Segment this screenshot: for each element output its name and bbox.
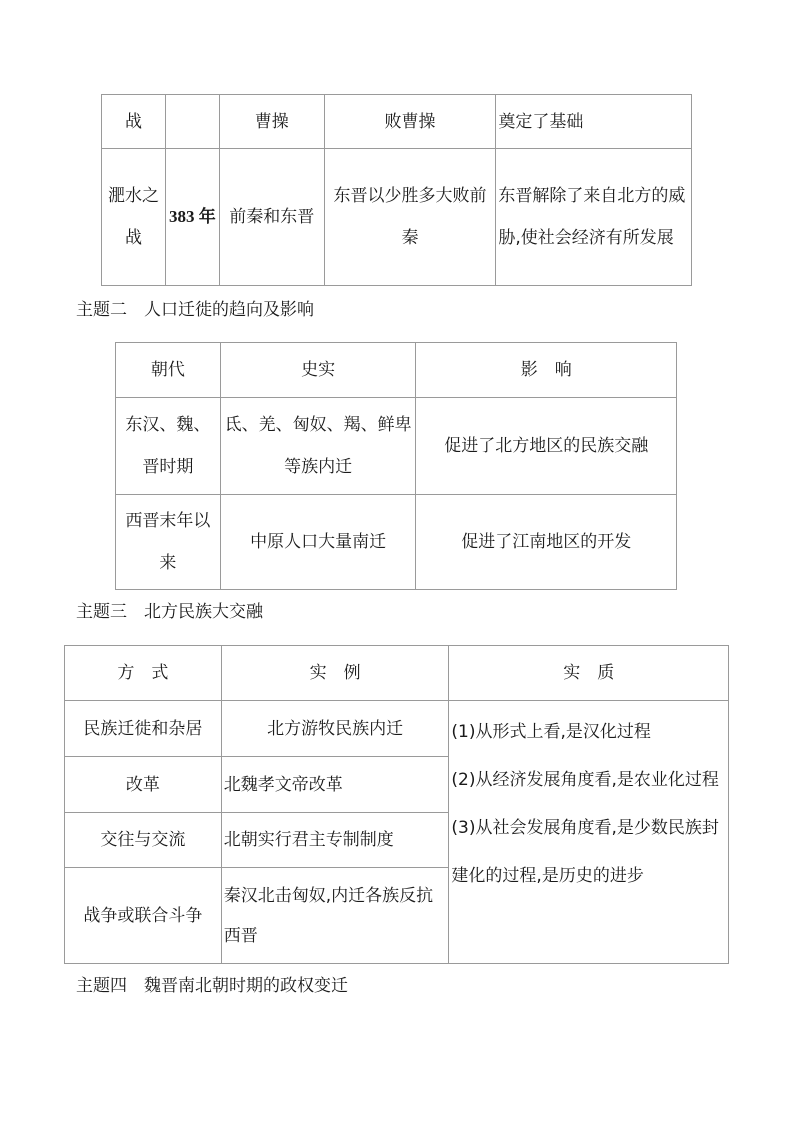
theme4-heading: 主题四 魏晋南北朝时期的政权变迁 bbox=[76, 976, 348, 996]
theme3-heading: 主题三 北方民族大交融 bbox=[76, 602, 263, 622]
table-row bbox=[102, 95, 692, 149]
table-cell: 东晋以少胜多大败前秦 bbox=[324, 149, 496, 286]
table-cell: 东晋解除了来自北方的威胁,使社会经济有所发展 bbox=[496, 149, 692, 286]
table-cell: 促进了江南地区的开发 bbox=[416, 495, 677, 590]
migration-table bbox=[115, 342, 677, 590]
table-cell: 西晋末年以来 bbox=[116, 495, 221, 590]
table-cell: 改革 bbox=[65, 757, 222, 813]
table-row bbox=[65, 701, 729, 757]
table-cell: 前秦和东晋 bbox=[219, 149, 324, 286]
table-cell: 北方游牧民族内迁 bbox=[221, 701, 449, 757]
table-row bbox=[116, 495, 677, 590]
table-cell: 氐、羌、匈奴、羯、鲜卑等族内迁 bbox=[220, 398, 416, 495]
essence-item: (2)从经济发展角度看,是农业化过程 bbox=[451, 770, 719, 790]
battles-table bbox=[101, 94, 692, 286]
table-cell: 中原人口大量南迁 bbox=[220, 495, 416, 590]
table-row bbox=[116, 398, 677, 495]
essence-cell bbox=[449, 701, 729, 964]
table-cell: 交往与交流 bbox=[65, 813, 222, 868]
table-cell: 奠定了基础 bbox=[496, 95, 692, 149]
table-header-row bbox=[65, 646, 729, 701]
table-cell: 383 年 bbox=[165, 149, 219, 286]
essence-item: (1)从形式上看,是汉化过程 bbox=[451, 722, 651, 742]
table-cell: 民族迁徙和杂居 bbox=[65, 701, 222, 757]
essence-item: (3)从社会发展角度看,是少数民族封建化的过程,是历史的进步 bbox=[451, 818, 719, 886]
table-cell: 北魏孝文帝改革 bbox=[221, 757, 449, 813]
table-cell: 促进了北方地区的民族交融 bbox=[416, 398, 677, 495]
table-cell: 东汉、魏、晋时期 bbox=[116, 398, 221, 495]
table-cell: 战 bbox=[102, 95, 166, 149]
column-header: 实 质 bbox=[449, 646, 729, 701]
table-row bbox=[102, 149, 692, 286]
table-cell: 淝水之战 bbox=[102, 149, 166, 286]
column-header: 影 响 bbox=[416, 343, 677, 398]
table-header-row bbox=[116, 343, 677, 398]
column-header: 实 例 bbox=[221, 646, 449, 701]
table-cell: 败曹操 bbox=[324, 95, 496, 149]
table-cell: 战争或联合斗争 bbox=[65, 868, 222, 964]
table-cell: 曹操 bbox=[219, 95, 324, 149]
column-header: 方 式 bbox=[65, 646, 222, 701]
table-cell bbox=[165, 95, 219, 149]
column-header: 朝代 bbox=[116, 343, 221, 398]
table-cell: 北朝实行君主专制制度 bbox=[221, 813, 449, 868]
table-cell: 秦汉北击匈奴,内迁各族反抗西晋 bbox=[221, 868, 449, 964]
column-header: 史实 bbox=[220, 343, 416, 398]
fusion-table bbox=[64, 645, 729, 964]
theme2-heading: 主题二 人口迁徙的趋向及影响 bbox=[76, 300, 314, 320]
